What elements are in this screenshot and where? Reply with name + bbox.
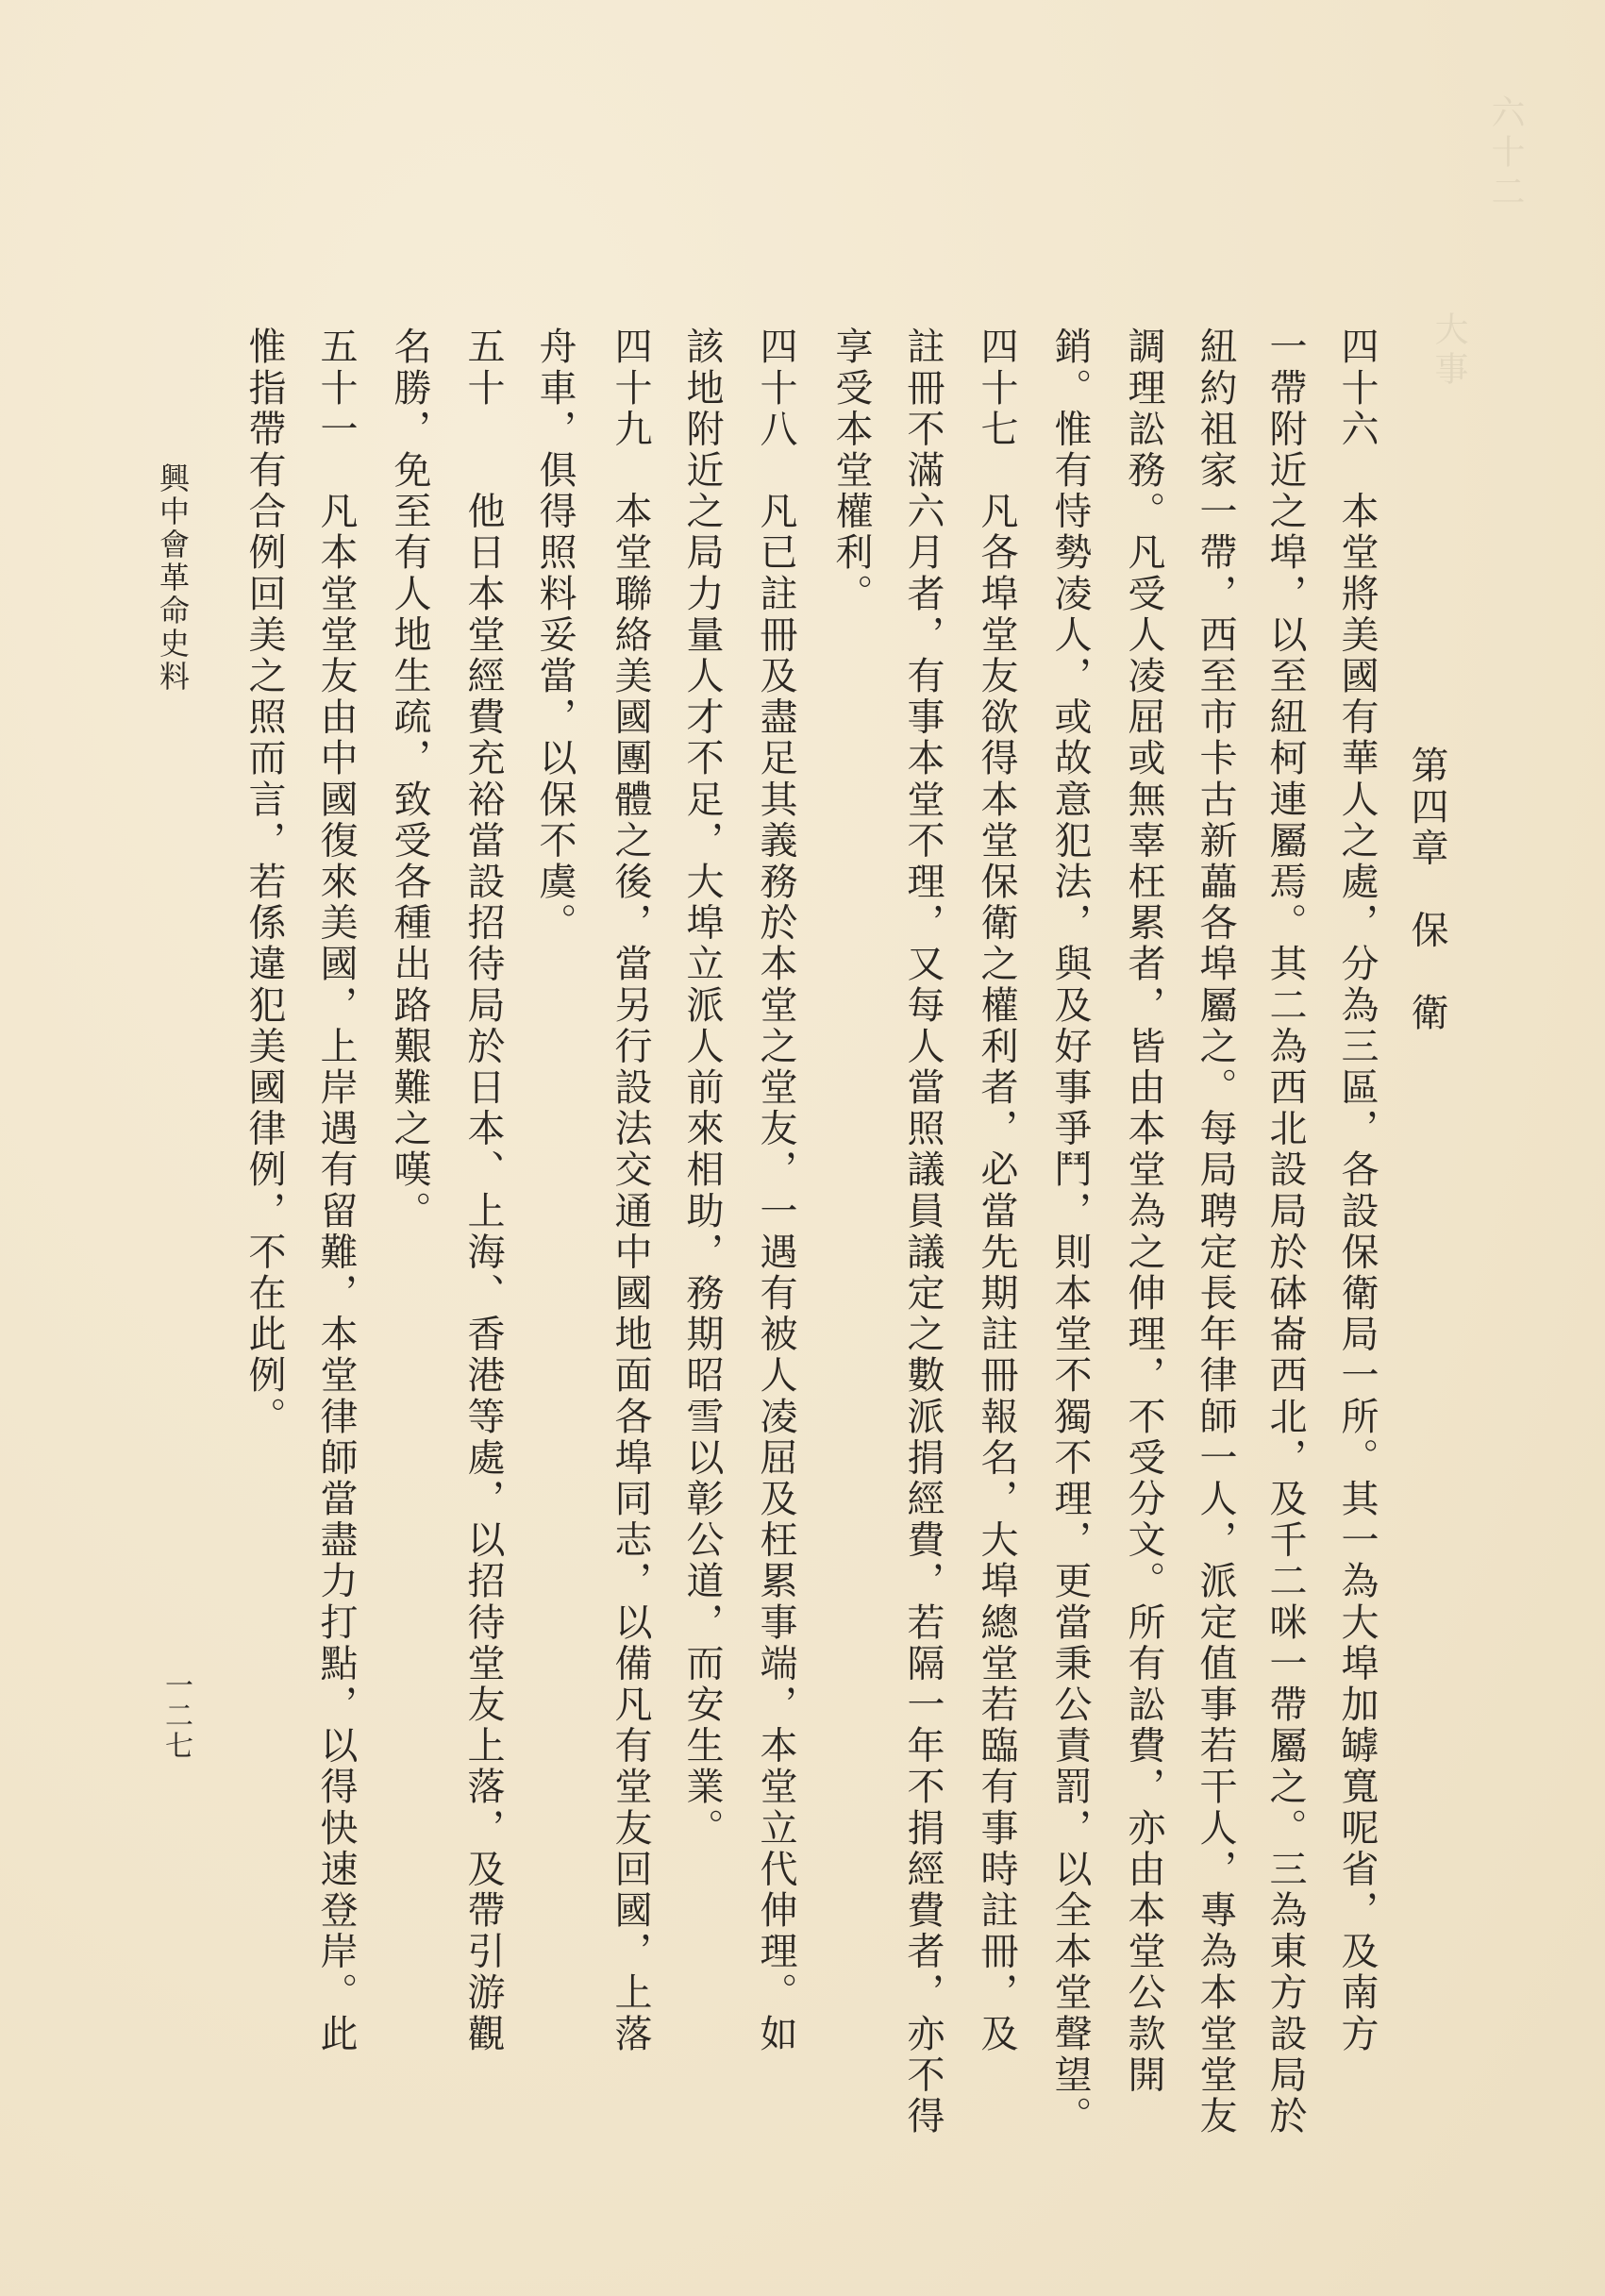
text-column-9: 四十八 凡已註冊及盡足其義務於本堂之堂友，一遇有被人凌屈及枉累事端，本堂立代伸理。如 [754,327,797,2055]
text-column-1: 四十六 本堂將美國有華人之處，分為三區，各設保衛局一所。其一為大埠加罅寬呢省，及南方 [1335,327,1379,2055]
text-column-13: 五十 他日本堂經費充裕當設招待局於日本、上海、香港等處，以招待堂友上落，及帶引游觀 [461,327,505,2055]
text-column-11: 四十九 本堂聯絡美國團體之後，當另行設法交通中國地面各埠同志，以備凡有堂友回國，上落 [609,327,652,2055]
page-number: 一二七 [159,1670,192,1761]
text-column-12: 舟車，俱得照料妥當，以保不虞。 [533,327,577,944]
text-column-15: 五十一 凡本堂堂友由中國復來美國，上岸遇有留難，本堂律師當盡力打點，以得快速登岸。此 [314,327,358,2055]
text-column-4: 調理訟務。凡受人凌屈或無辜枉累者，皆由本堂為之伸理，不受分文。所有訟費，亦由本堂公款開 [1122,327,1165,2096]
chapter-heading: 第四章 保 衛 [1405,746,1448,1034]
text-column-6: 四十七 凡各埠堂友欲得本堂保衛之權利者，必當先期註冊報名，大埠總堂若臨有事時註冊，及 [975,327,1018,2055]
bleed-through-text: 六十二 [1486,94,1525,213]
book-title-footer: 興中會革命史料 [155,462,191,694]
text-column-8: 享受本堂權利。 [829,327,873,615]
bleed-through-text: 大事 [1429,311,1468,391]
text-column-2: 一帶附近之埠，以至紐柯連屬焉。其二為西北設局於砵崙西北，及千二咪一帶屬之。三為東方設局於 [1263,327,1307,2137]
text-column-16: 惟指帶有合例回美之照而言，若係違犯美國律例，不在此例。 [242,327,286,1438]
text-column-5: 銷。惟有恃勢凌人，或故意犯法，與及好事爭鬥，則本堂不獨不理，更當秉公責罰，以全本堂聲望。 [1048,327,1092,2137]
text-column-10: 該地附近之局力量人才不足，大埠立派人前來相助，務期昭雪以彰公道，而安生業。 [680,327,724,1850]
text-column-7: 註冊不滿六月者，有事本堂不理，又每人當照議員議定之數派捐經費，若隔一年不捐經費者，亦不得 [901,327,945,2137]
text-column-14: 名勝，免至有人地生疏，致受各種出路艱難之嘆。 [388,327,431,1232]
text-column-3: 紐約祖家一帶，西至市卡古新藟各埠屬之。每局聘定長年律師一人，派定值事若干人，專為本堂堂友 [1194,327,1237,2137]
